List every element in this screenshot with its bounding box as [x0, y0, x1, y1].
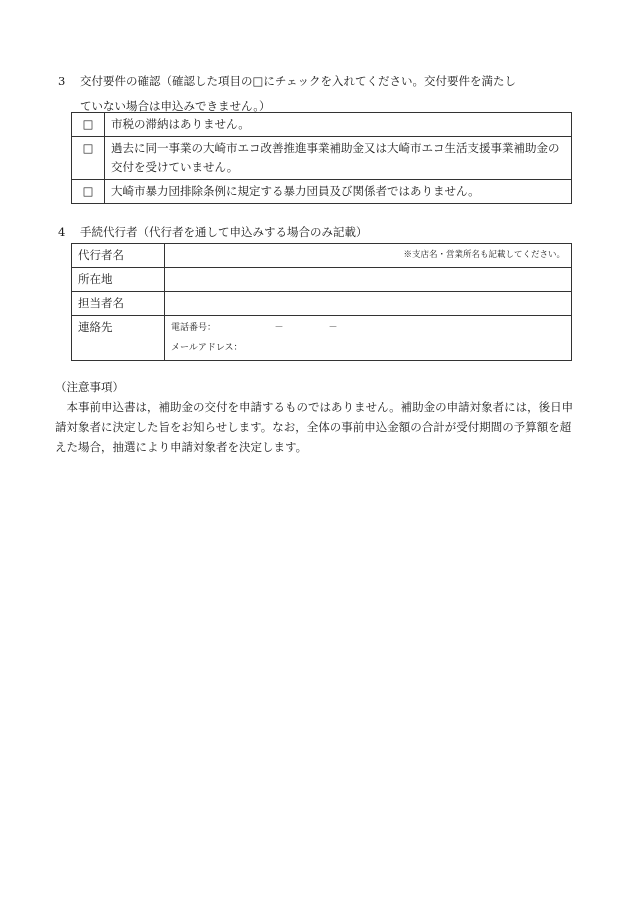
requirement-text: 過去に同一事業の大崎市エコ改善推進事業補助金又は大崎市エコ生活支援事業補助金の交付を受けていません。	[105, 137, 572, 180]
address-row	[72, 268, 572, 292]
section-4-number: 4	[58, 225, 66, 239]
notes-section	[55, 377, 575, 457]
requirement-text: 大崎市暴力団排除条例に規定する暴力団員及び関係者ではありません。	[105, 180, 572, 204]
checkbox[interactable]: □	[72, 137, 105, 180]
email-label: メールアドレス：	[171, 343, 243, 353]
notes-body: 本事前申込書は，補助金の交付を申請するものではありません。補助金の申請対象者には，後日申請対象者に決定した旨をお知らせします。なお，全体の事前申込金額の合計が受付期間の予算額を超えた場合，抽選により申請対象者を決定します。	[55, 400, 574, 454]
agent-name-field[interactable]	[165, 244, 572, 268]
notes-heading: （注意事項）	[55, 380, 124, 394]
section-3-number: 3	[58, 74, 66, 88]
phone-label: 電話番号： － －	[171, 323, 338, 333]
requirement-row	[72, 113, 572, 137]
agent-name-label: 代行者名	[72, 244, 165, 268]
requirement-row	[72, 180, 572, 204]
requirement-row	[72, 137, 572, 180]
contact-field[interactable]	[165, 316, 572, 361]
agent-name-row	[72, 244, 572, 268]
requirements-table	[71, 112, 572, 204]
checkbox[interactable]: □	[72, 180, 105, 204]
person-label: 担当者名	[72, 292, 165, 316]
requirement-text: 市税の滞納はありません。	[105, 113, 572, 137]
section-3-title-line2: ていない場合は申込みできません。）	[80, 99, 271, 113]
address-field[interactable]	[165, 268, 572, 292]
section-3-title-line1: 交付要件の確認（確認した項目の□にチェックを入れてください。交付要件を満たし	[80, 74, 517, 88]
section-4-title	[58, 224, 368, 240]
contact-label: 連絡先	[72, 316, 165, 361]
section-4-title-text: 手続代行者（代行者を通して申込みする場合のみ記載）	[80, 225, 368, 239]
person-row	[72, 292, 572, 316]
checkbox[interactable]: □	[72, 113, 105, 137]
address-label: 所在地	[72, 268, 165, 292]
agent-name-note: ※支店名・営業所名も記載してください。	[403, 250, 565, 260]
agent-table	[71, 243, 572, 361]
contact-row	[72, 316, 572, 361]
person-field[interactable]	[165, 292, 572, 316]
